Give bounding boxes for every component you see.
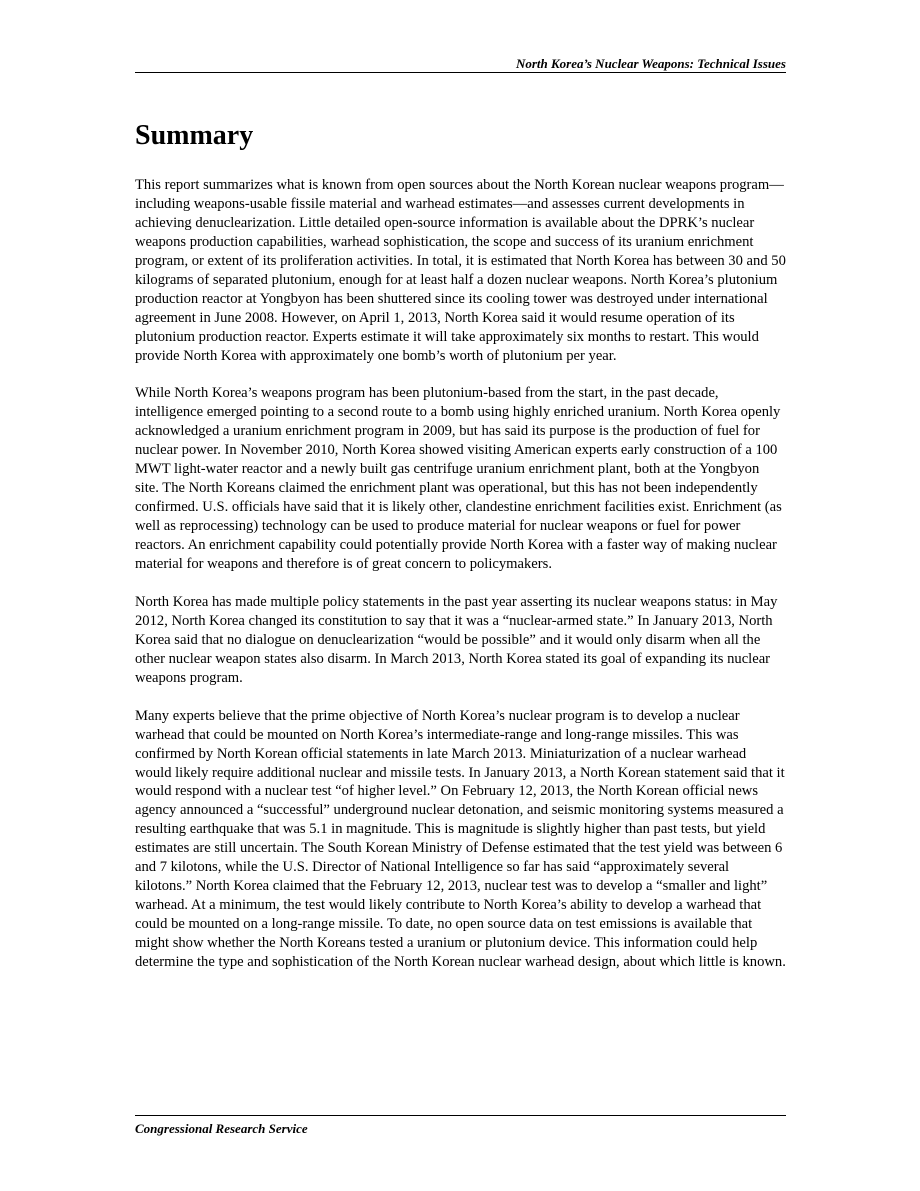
running-footer: Congressional Research Service <box>135 1121 308 1136</box>
header-rule <box>135 72 786 73</box>
paragraph: While North Korea’s weapons program has been plutonium-based from the start, in the past decade, intelligence emerged pointing to a second route to a bomb using highly enriched uranium. North Korea openly acknowledged a uranium enrichment program in 2009, but has said its purpose is the production of fuel for nuclear power. In November 2010, North Korea showed visiting American experts early construction of a 100 MWT light-water reactor and a newly built gas centrifuge uranium enrichment plant, both at the Yongbyon site. The North Koreans claimed the enrichment plant was operational, but this has not been independently confirmed. U.S. officials have said that it is likely other, clandestine enrichment facilities exist. Enrichment (as well as reprocessing) technology can be used to produce material for nuclear weapons or fuel for power reactors. An enrichment capability could potentially provide North Korea with a faster way of making nuclear material for weapons and therefore is of great concern to policymakers. <box>135 385 782 573</box>
paragraph: This report summarizes what is known from open sources about the North Korean nuclear weapons program—including weapons-usable fissile material and warhead estimates—and assesses current developments in achieving denuclearization. Little detailed open-source information is available about the DPRK’s nuclear weapons production capabilities, warhead sophistication, the scope and success of its uranium enrichment program, or extent of its proliferation activities. In total, it is estimated that North Korea has between 30 and 50 kilograms of separated plutonium, enough for at least half a dozen nuclear weapons. North Korea’s plutonium production reactor at Yongbyon has been shuttered since its cooling tower was destroyed under international agreement in June 2008. However, on April 1, 2013, North Korea said it would resume operation of its plutonium production reactor. Experts estimate it will take approximately six months to restart. This would provide North Korea with approximately one bomb’s worth of plutonium per year. <box>135 177 786 364</box>
paragraph: Many experts believe that the prime objective of North Korea’s nuclear program is to develop a nuclear warhead that could be mounted on North Korea’s intermediate-range and long-range missiles. This was confirmed by North Korean official statements in late March 2013. Miniaturization of a nuclear warhead would likely require additional nuclear and missile tests. In January 2013, a North Korean statement said that it would respond with a nuclear test “of higher level.” On February 12, 2013, the North Korean official news agency announced a “successful” underground nuclear detonation, and seismic monitoring systems measured a resulting earthquake that was 5.1 in magnitude. This is magnitude is slightly higher than past tests, but yield estimates are still uncertain. The South Korean Ministry of Defense estimated that the test yield was between 6 and 7 kilotons, while the U.S. Director of National Intelligence so far has said “approximately several kilotons.” North Korea claimed that the February 12, 2013, nuclear test was to develop a “smaller and light” warhead. At a minimum, the test would likely contribute to North Korea’s ability to develop a warhead that could be mounted on a long-range missile. To date, no open source data on test emissions is available that might show whether the North Koreans tested a uranium or plutonium device. This information could help determine the type and sophistication of the North Korean nuclear warhead design, about which little is known. <box>135 707 786 971</box>
running-header: North Korea’s Nuclear Weapons: Technical Issues <box>515 56 786 71</box>
footer-rule <box>135 1115 786 1116</box>
paragraph: North Korea has made multiple policy statements in the past year asserting its nuclear weapons status: in May 2012, North Korea changed its constitution to say that it was a “nuclear-armed state.” In January 2013, North Korea said that no dialogue on denuclearization “would be possible” and it would only disarm when all the other nuclear weapon states also disarm. In March 2013, North Korea stated its goal of expanding its nuclear weapons program. <box>135 593 778 686</box>
summary-body <box>135 176 786 991</box>
section-title: Summary <box>135 120 254 151</box>
